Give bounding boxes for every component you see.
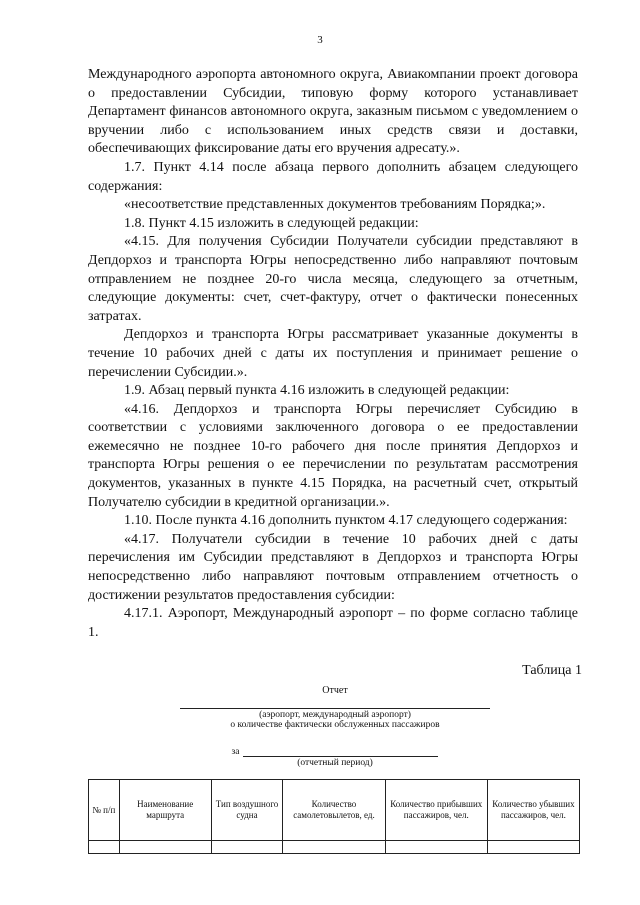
table-caption: Таблица 1 [522,663,582,678]
table-header-row [89,780,580,841]
header-arrived-passengers: Количество прибывших пассажиров, чел. [385,780,487,841]
period-caption: (отчетный период) [297,758,373,768]
report-title: Отчет [322,685,348,696]
table-cell [283,841,385,854]
header-aircraft-type: Тип воздушного судна [211,780,283,841]
report-form-header [170,685,500,768]
header-number: № п/п [89,780,120,841]
paragraph: 1.7. Пункт 4.14 после абзаца первого дополнить абзацем следующего содержания: [88,159,578,194]
report-table [88,779,580,854]
table-cell [119,841,211,854]
paragraph: 1.9. Абзац первый пункта 4.16 изложить в следующей редакции: [124,383,510,399]
header-flights-count: Количество самолетовылетов, ед. [283,780,385,841]
paragraph: 1.10. После пункта 4.16 дополнить пунктом 4.17 следующего содержания: [124,513,568,529]
airport-fill-line [180,708,490,709]
paragraph: Депдорхоз и транспорта Югры рассматривает указанные документы в течение 10 рабочих дней с даты их поступления и принимает решение о перечислении Субсидии.». [88,327,578,380]
paragraph: «несоответствие представленных документов требованиям Порядка;». [124,197,546,213]
paragraph: «4.17. Получатели субсидии в течение 10 рабочих дней с даты перечисления им Субсидии представляют в Депдорхоз и транспорта Югры непосредственно либо направляют почтовым отправлением отчетность о достижении результатов предоставления субсидии: [88,531,578,603]
table-cell [487,841,579,854]
paragraph: «4.16. Депдорхоз и транспорта Югры перечисляет Субсидию в соответствии с условиями заключенного договора о ее предоставлении ежемесячно не позднее 10-го рабочего дня после принятия Депдорхоз и транспорта Югры решения о ее перечислении по результатам рассмотрения документов, указанных в пункте 4.15 Порядка, на расчетный счет, открытый Получателю субсидии в кредитной организации.». [88,401,578,510]
period-fill-line [243,746,438,757]
paragraph: 4.17.1. Аэропорт, Международный аэропорт – по форме согласно таблице 1. [88,606,578,640]
table-cell [385,841,487,854]
page-number: 3 [317,34,323,46]
report-subtitle: о количестве фактически обслуженных пассажиров [230,720,440,730]
header-route-name: Наименование маршрута [119,780,211,841]
header-departed-passengers: Количество убывших пассажиров, чел. [487,780,579,841]
paragraph: 1.8. Пункт 4.15 изложить в следующей редакции: [124,215,419,231]
document-body [88,66,578,642]
table-cell [89,841,120,854]
period-row [170,746,500,757]
table-cell [211,841,283,854]
table-row [89,841,580,854]
period-prefix: за [231,747,240,757]
paragraph: Международного аэропорта автономного округа, Авиакомпании проект договора о предоставлении Субсидии, типовую форму которого устанавливает Департамент финансов автономного округа, заказным письмом с уведомлением о вручении либо с использованием иных средств связи и доставки, обеспечивающих фиксирование даты его вручения адресату.». [88,67,578,157]
airport-caption: (аэропорт, международный аэропорт) [259,710,411,720]
paragraph: «4.15. Для получения Субсидии Получатели субсидии представляют в Депдорхоз и транспорта Югры непосредственно либо направляют почтовым отправлением не позднее 20-го числа месяца, следующего за отчетным, следующие документы: счет, счет-фактуру, отчет о фактически понесенных затратах. [88,234,578,324]
